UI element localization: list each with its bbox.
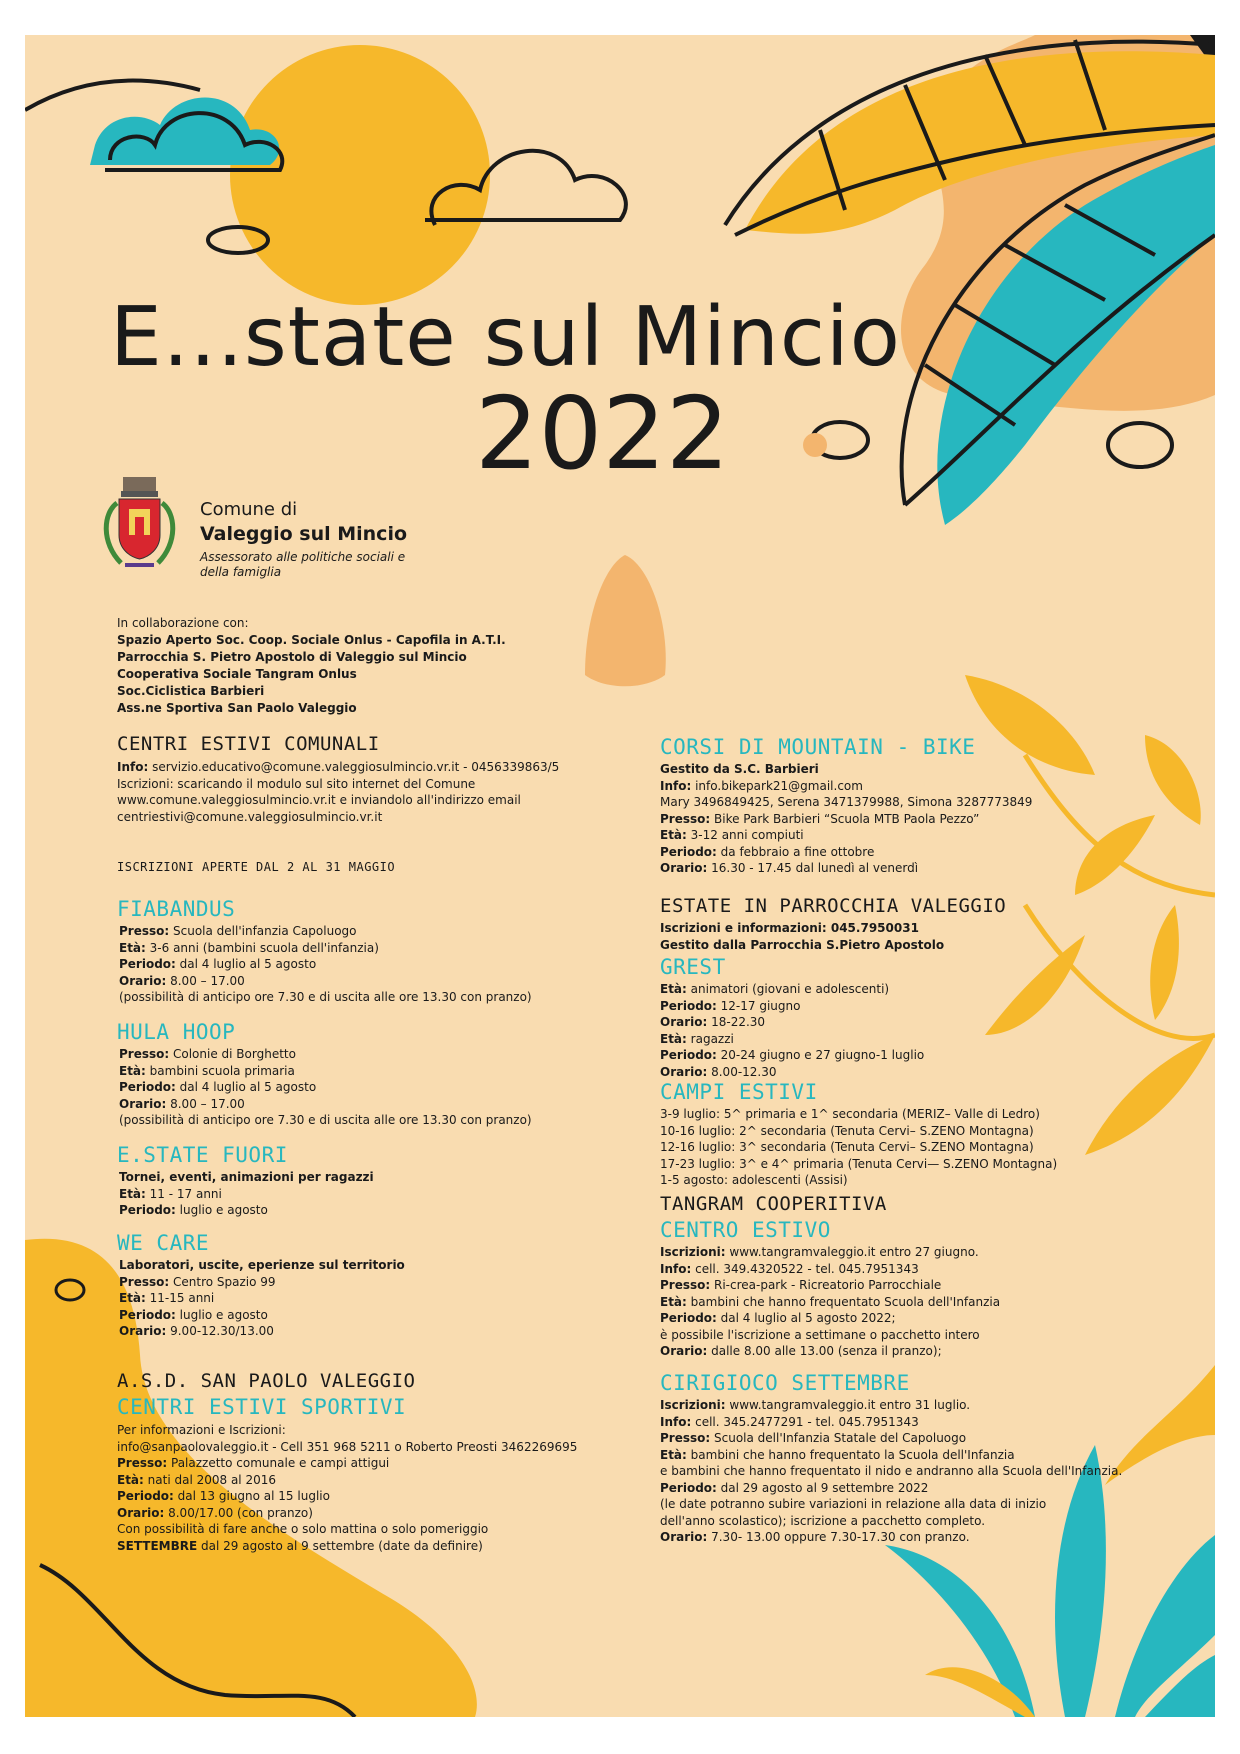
value: 20-24 giugno e 27 giugno-1 luglio	[716, 1048, 925, 1062]
value: bambini scuola primaria	[145, 1063, 295, 1078]
gestito: Gestito da S.C. Barbieri	[660, 762, 819, 776]
asd-block	[117, 1422, 577, 1554]
value: dal 29 agosto al 9 settembre 2022	[716, 1480, 929, 1495]
label: Periodo:	[119, 1203, 176, 1217]
value: Scuola dell'Infanzia Statale del Capoluogo	[710, 1431, 967, 1445]
value: 8.00 – 17.00	[166, 1096, 245, 1111]
label: Età:	[119, 940, 146, 955]
collab-item: Spazio Aperto Soc. Coop. Sociale Onlus - Capofila in A.T.I.	[117, 633, 506, 647]
value: dal 13 giugno al 15 luglio	[173, 1489, 330, 1503]
note: (possibilità di anticipo ore 7.30 e di uscita alle ore 13.30 con pranzo)	[119, 990, 532, 1004]
collaboration-block	[117, 615, 506, 717]
fiabandus-block	[119, 923, 532, 1006]
tangram-heading: TANGRAM COOPERITIVA	[660, 1193, 887, 1215]
value: servizio.educativo@comune.valeggiosulmincio.vr.it - 0456339863/5	[148, 760, 560, 774]
value: cell. 345.2477291 - tel. 045.7951343	[691, 1414, 919, 1429]
label: Presso:	[119, 1047, 170, 1061]
value: 16.30 - 17.45 dal lunedì al venerdì	[707, 861, 919, 875]
orange-petal	[585, 555, 666, 686]
note: (le date potranno subire variazioni in relazione alla data di inizio	[660, 1497, 1047, 1511]
label: Orario:	[117, 1505, 165, 1520]
label: Presso:	[119, 924, 170, 938]
value: 11-15 anni	[145, 1291, 215, 1305]
label: Periodo:	[119, 1080, 176, 1094]
value: 8.00 – 17.00	[166, 973, 245, 988]
label: Periodo:	[119, 957, 176, 971]
poster	[25, 35, 1215, 1717]
value: dal 4 luglio al 5 agosto	[175, 957, 317, 971]
mtb-heading: CORSI DI MOUNTAIN - BIKE	[660, 735, 976, 759]
value: luglio e agosto	[175, 1203, 268, 1217]
label: Info:	[660, 1414, 692, 1429]
label: Presso:	[660, 1431, 711, 1445]
cirigioco-heading: CIRIGIOCO SETTEMBRE	[660, 1371, 910, 1395]
value: dalle 8.00 alle 13.00 (senza il pranzo);	[707, 1344, 942, 1358]
label: Presso:	[660, 1278, 711, 1292]
value: info.bikepark21@gmail.com	[691, 778, 863, 793]
value: bambini che hanno frequentato la Scuola dell'Infanzia	[686, 1447, 1015, 1462]
note: dell'anno scolastico); iscrizione a pacchetto completo.	[660, 1513, 986, 1528]
value: bambini che hanno frequentato Scuola dell'Infanzia	[686, 1294, 1001, 1309]
contacts: Mary 3496849425, Serena 3471379988, Simona 3287773849	[660, 795, 1033, 809]
value: luglio e agosto	[175, 1307, 268, 1322]
label: Presso:	[117, 1456, 168, 1470]
wecare-heading: WE CARE	[117, 1231, 210, 1255]
centro-estivo-heading: CENTRO ESTIVO	[660, 1218, 831, 1242]
value: www.tangramvaleggio.it entro 31 luglio.	[725, 1398, 971, 1412]
value: 11 - 17 anni	[145, 1186, 222, 1201]
label: Iscrizioni:	[660, 1245, 726, 1259]
label: Periodo:	[117, 1489, 174, 1503]
note: (possibilità di anticipo ore 7.30 e di uscita alle ore 13.30 con pranzo)	[119, 1113, 532, 1127]
collab-item: Soc.Ciclistica Barbieri	[117, 684, 265, 698]
label: Orario:	[660, 1530, 708, 1544]
label: Presso:	[119, 1274, 170, 1289]
label: Orario:	[119, 1324, 167, 1338]
value: 3-12 anni compiuti	[686, 828, 804, 842]
value: da febbraio a fine ottobre	[716, 844, 875, 859]
label: Periodo:	[660, 844, 717, 859]
value: Palazzetto comunale e campi attigui	[167, 1456, 390, 1470]
text-line: e bambini che hanno frequentato il nido e andranno alla Scuola dell'Infanzia.	[660, 1464, 1123, 1478]
swirl-line	[25, 80, 200, 110]
label: Info:	[660, 1261, 692, 1276]
label: Età:	[660, 982, 687, 996]
value: Scuola dell'infanzia Capoluogo	[169, 924, 357, 938]
value: cell. 349.4320522 - tel. 045.7951343	[691, 1261, 919, 1276]
collab-item: Ass.ne Sportiva San Paolo Valeggio	[117, 701, 357, 715]
value: Bike Park Barbieri “Scuola MTB Paola Pezzo”	[710, 811, 980, 826]
text-line: Iscrizioni: scaricando il modulo sul sito internet del Comune	[117, 776, 476, 791]
poster-year: 2022	[475, 375, 730, 492]
fuori-block	[119, 1169, 374, 1219]
text-line: info@sanpaolovaleggio.it - Cell 351 968 5211 o Roberto Preosti 3462269695	[117, 1439, 578, 1454]
note: è possibile l'iscrizione a settimane o pacchetto intero	[660, 1327, 980, 1342]
label: Periodo:	[660, 998, 717, 1013]
orange-dot	[803, 433, 827, 457]
label: Info:	[660, 778, 692, 793]
wecare-block	[119, 1257, 405, 1340]
label: Info:	[117, 760, 149, 774]
collab-intro: In collaborazione con:	[117, 616, 249, 630]
label: Periodo:	[660, 1311, 717, 1325]
centri-block	[117, 759, 559, 825]
label: Orario:	[660, 861, 708, 875]
grest-block	[660, 981, 924, 1080]
value: Ri-crea-park - Ricreatorio Parrocchiale	[710, 1278, 942, 1292]
label: Orario:	[660, 1344, 708, 1358]
text-line: Con possibilità di fare anche o solo mattina o solo pomeriggio	[117, 1522, 489, 1536]
sun-shape	[230, 45, 490, 305]
coat-of-arms-logo	[97, 473, 182, 573]
label: Presso:	[660, 811, 711, 826]
asd-heading: A.S.D. SAN PAOLO VALEGGIO	[117, 1370, 416, 1392]
comune-label: Comune di	[200, 499, 298, 520]
list-item: 3-9 luglio: 5^ primaria e 1^ secondaria (MERIZ– Valle di Ledro)	[660, 1107, 1040, 1121]
value: Centro Spazio 99	[169, 1274, 276, 1289]
mtb-block	[660, 761, 1032, 877]
ring-right	[1108, 423, 1172, 467]
label: Età:	[119, 1291, 146, 1305]
fuori-heading: E.STATE FUORI	[117, 1143, 288, 1167]
label: Orario:	[660, 1015, 708, 1029]
label: Orario:	[660, 1064, 708, 1079]
comune-assessorato: Assessorato alle politiche sociali e della famiglia	[200, 550, 406, 579]
value: 8.00/17.00 (con pranzo)	[164, 1505, 313, 1520]
comune-name: Valeggio sul Mincio	[200, 523, 408, 545]
label: Età:	[117, 1472, 144, 1487]
label: Età:	[660, 1031, 687, 1046]
parrocchia-heading: ESTATE IN PARROCCHIA VALEGGIO	[660, 895, 1007, 917]
value: www.tangramvaleggio.it entro 27 giugno.	[725, 1245, 979, 1259]
text-line: www.comune.valeggiosulmincio.vr.it e inviandolo all'indirizzo email	[117, 793, 521, 807]
campi-block	[660, 1106, 1057, 1189]
text-line: Gestito dalla Parrocchia S.Pietro Apostolo	[660, 937, 945, 952]
value: 9.00-12.30/13.00	[166, 1324, 274, 1338]
parrocchia-block	[660, 920, 944, 953]
label: Orario:	[119, 1096, 167, 1111]
label: Età:	[660, 1294, 687, 1309]
value: 8.00-12.30	[707, 1064, 777, 1079]
label: SETTEMBRE	[117, 1538, 198, 1553]
list-item: 1-5 agosto: adolescenti (Assisi)	[660, 1173, 848, 1187]
cirigioco-block	[660, 1397, 1122, 1546]
label: Orario:	[119, 973, 167, 988]
value: ragazzi	[686, 1031, 734, 1046]
grest-heading: GREST	[660, 955, 726, 979]
label: Età:	[660, 1447, 687, 1462]
centro-estivo-block	[660, 1244, 1000, 1360]
iscrizioni-aperte: ISCRIZIONI APERTE DAL 2 AL 31 MAGGIO	[117, 860, 396, 874]
centri-heading: CENTRI ESTIVI COMUNALI	[117, 733, 380, 755]
label: Periodo:	[660, 1048, 717, 1062]
value: 18-22.30	[707, 1015, 766, 1029]
collab-item: Cooperativa Sociale Tangram Onlus	[117, 667, 357, 681]
label: Età:	[119, 1186, 146, 1201]
text-line: Per informazioni e Iscrizioni:	[117, 1423, 286, 1437]
teal-plant	[885, 1545, 1035, 1717]
asd-subheading: CENTRI ESTIVI SPORTIVI	[117, 1395, 407, 1419]
value: 3-6 anni (bambini scuola dell'infanzia)	[145, 940, 379, 955]
hula-block	[119, 1046, 532, 1129]
list-item: 10-16 luglio: 2^ secondaria (Tenuta Cervi– S.ZENO Montagna)	[660, 1123, 1034, 1138]
value: dal 4 luglio al 5 agosto	[175, 1080, 317, 1094]
value: animatori (giovani e adolescenti)	[686, 982, 890, 996]
poster-title: E...state sul Mincio	[110, 290, 901, 385]
desc: Laboratori, uscite, eperienze sul territorio	[119, 1258, 405, 1272]
label: Età:	[660, 828, 687, 842]
value: dal 4 luglio al 5 agosto 2022;	[716, 1311, 896, 1325]
desc: Tornei, eventi, animazioni per ragazzi	[119, 1170, 374, 1184]
value: 12-17 giugno	[716, 998, 801, 1013]
campi-heading: CAMPI ESTIVI	[660, 1080, 818, 1104]
hula-heading: HULA HOOP	[117, 1020, 236, 1044]
fiabandus-heading: FIABANDUS	[117, 897, 236, 921]
value: Colonie di Borghetto	[169, 1047, 296, 1061]
value: 7.30- 13.00 oppure 7.30-17.30 con pranzo.	[707, 1530, 970, 1544]
label: Età:	[119, 1063, 146, 1078]
value: nati dal 2008 al 2016	[143, 1472, 276, 1487]
text-line: Iscrizioni e informazioni: 045.7950031	[660, 921, 919, 935]
label: Periodo:	[119, 1307, 176, 1322]
value: dal 29 agosto al 9 settembre (date da definire)	[197, 1538, 483, 1553]
label: Periodo:	[660, 1480, 717, 1495]
list-item: 12-16 luglio: 3^ secondaria (Tenuta Cervi– S.ZENO Montagna)	[660, 1140, 1034, 1154]
label: Iscrizioni:	[660, 1398, 726, 1412]
collab-item: Parrocchia S. Pietro Apostolo di Valeggio sul Mincio	[117, 650, 467, 664]
text-line: centriestivi@comune.valeggiosulmincio.vr.it	[117, 809, 383, 824]
list-item: 17-23 luglio: 3^ e 4^ primaria (Tenuta Cervi— S.ZENO Montagna)	[660, 1156, 1058, 1171]
